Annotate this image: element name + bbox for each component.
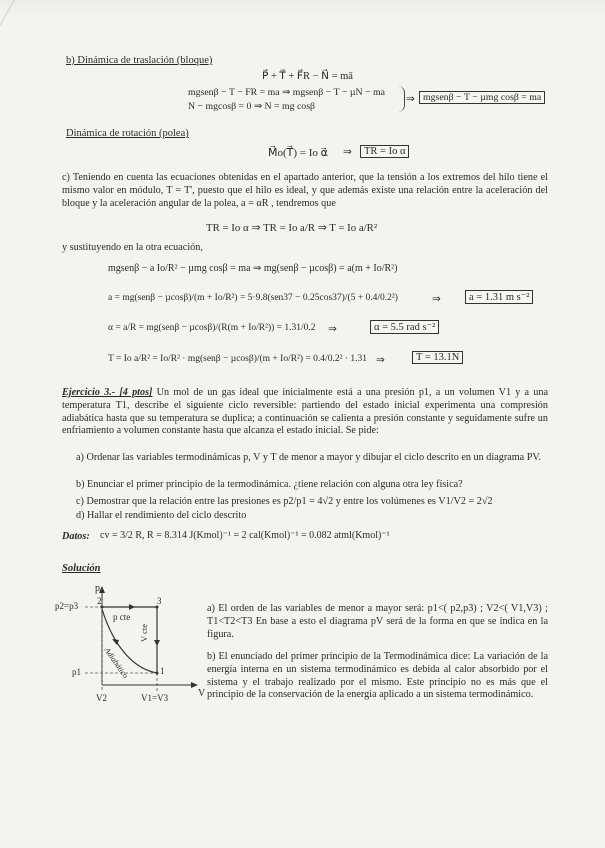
eq-a-arrow: ⇒: [432, 294, 441, 305]
eq-line1: mgsenβ − T − FR = ma ⇒ mgsenβ − T − µN − ma: [188, 87, 386, 98]
result-a: a = 1.31 m s⁻²: [465, 290, 533, 304]
subst-text: y sustituyendo en la otra ecuación,: [62, 242, 203, 253]
eq-a: a = mg(senβ − µcosβ)/(m + Io/R²) = 5·9.8(sen37 − 0.25cos37)/(5 + 0.4/0.2²): [108, 293, 398, 303]
eq-rot-arrow: ⇒: [343, 147, 352, 158]
adiabatic-label: Adiabático: [102, 646, 131, 680]
axis-p-label: p: [95, 583, 100, 594]
eq-sub: mgsenβ − a Io/R² − µmg cosβ = ma ⇒ mg(senβ − µcosβ) = a(m + Io/R²): [108, 263, 398, 274]
eq-alpha: α = a/R = mg(senβ − µcosβ)/(R(m + Io/R²)) = 1.31/0.2: [108, 323, 316, 333]
eq-tr: TR = Io α ⇒ TR = Io a/R ⇒ T = Io a/R²: [206, 222, 378, 234]
eq-t-arrow: ⇒: [376, 355, 385, 366]
eq-b-result: mgsenβ − T − µmg cosβ = ma: [419, 91, 545, 104]
page-top-shadow: [0, 0, 605, 18]
section-rot-heading: Dinámica de rotación (polea): [66, 128, 189, 139]
exercise3-statement: [62, 387, 548, 438]
exercise3-item-b: b) Enunciar el primer principio de la termodinámica. ¿tiene relación con alguna otra ley física?: [76, 479, 463, 490]
exercise3-item-d: d) Hallar el rendimiento del ciclo descrito: [76, 510, 247, 521]
eq-vector: P⃗ + T⃗ + F⃗R − N⃗ = mā: [262, 71, 353, 82]
point-1-label: 1: [160, 666, 165, 676]
p-top-label: p2=p3: [55, 601, 79, 611]
answer-a: a) El orden de las variables de menor a mayor será: p1<( p2,p3) ; V2<( V1,V3) ; T1<T2<T3 En base a esto el diagrama pV será de la forma en que se indica en la figura.: [207, 603, 548, 640]
exercise3-title: Ejercicio 3.- [4 ptos]: [62, 387, 153, 398]
exercise3-item-c: c) Demostrar que la relación entre las presiones es p2/p1 = 4√2 y entre los volúmenes es V1/V2 = 2√2: [76, 496, 493, 507]
arrow-3-1: [154, 640, 160, 646]
implies-arrow: ⇒: [406, 94, 415, 105]
arrow-2-3: [129, 604, 135, 610]
p-bottom-label: p1: [72, 667, 81, 677]
section-b-heading: b) Dinámica de traslación (bloque): [66, 55, 213, 66]
eq-line2: N − mgcosβ = 0 ⇒ N = mg cosβ: [188, 101, 316, 112]
datos-label: Datos:: [62, 531, 90, 542]
answer-b: b) El enunciado del primer principio de la Termodinámica dice: La variación de la energía interna en un sistema termodinámico es debida al calor absorbido por el sistema y el trabajo realizado por el mismo. Este principio no es más que el principio de la conservación de la energía aplicado a un sistema termodinámico.: [207, 651, 548, 701]
eq-moment: M⃗o(T⃗) = Io α⃗: [268, 147, 328, 159]
vcte-label: V cte: [139, 623, 149, 642]
eq-alpha-arrow: ⇒: [328, 324, 337, 335]
v-axis-arrow: [191, 682, 198, 688]
point-3-label: 3: [157, 596, 162, 606]
v-left-label: V2: [96, 693, 107, 703]
point-1: [156, 672, 159, 675]
eq-rot-result: TR = Io α: [360, 145, 409, 158]
result-alpha: α = 5.5 rad s⁻²: [370, 320, 439, 334]
axis-v-label: V: [198, 688, 206, 699]
exercise3-text: Un mol de un gas ideal que inicialmente está a una presión p1, a un volumen V1 y a una temperatura T1, describe el siguiente ciclo reversible: partiendo del estado inicial experimenta una compresión adiabática hasta que su temperatura se duplica; a continuación se calienta a presión constante y seguidamente sufre un enfriamiento a volumen constante hasta que alcanza el estado inicial. Se pide:: [62, 387, 548, 437]
pcte-label: p cte: [113, 612, 131, 622]
exercise3-item-a: a) Ordenar las variables termodinámicas p, V y T de menor a mayor y dibujar el ciclo descrito en un diagrama PV.: [76, 452, 541, 463]
brace: [398, 86, 405, 112]
point-2-label: 2: [97, 596, 102, 606]
eq-t: T = Io a/R² = Io/R² · mg(senβ − µcosβ)/(m + Io/R²) = 0.4/0.2² · 1.31: [108, 354, 367, 364]
v-right-label: V1=V3: [141, 693, 169, 703]
solucion-heading: Solución: [62, 563, 101, 574]
datos-values: cv = 3/2 R, R = 8.314 J(Kmol)⁻¹ = 2 cal(Kmol)⁻¹ = 0.082 atml(Kmol)⁻¹: [100, 530, 390, 541]
result-t: T = 13.1N: [412, 351, 463, 364]
section-c-paragraph: c) Teniendo en cuenta las ecuaciones obtenidas en el apartado anterior, que la tensión a los extremos del hilo tiene el mismo valor en módulo, T = T', puesto que el hilo es ideal, y que además existe una relación entre la aceleración del bloque y la aceleración angular de la polea, a = αR , tendremos que: [62, 172, 548, 209]
